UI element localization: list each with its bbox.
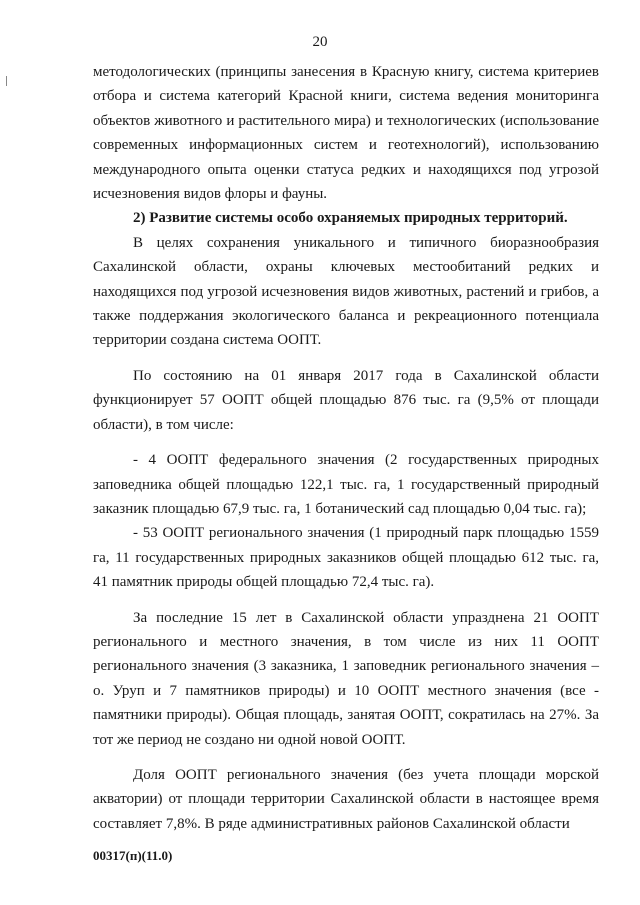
paragraph-abolished-oopt: За последние 15 лет в Сахалинской области упразднена 21 ООПТ регионального и местного значения, в том числе из них 11 ООПТ регионального значения (3 заказника, 1 заповедник регионального значения – о. Уруп и 7 памятников природы) и 10 ООПТ местного значения (все - памятники природы). Общая площадь, занятая ООПТ, сократилась на 27%. За тот же период не создано ни одной новой ООПТ.: [93, 609, 599, 748]
page-number: 20: [312, 34, 328, 50]
margin-mark: [6, 76, 7, 86]
document-code: 00317(п)(11.0): [93, 848, 173, 863]
list-item-federal: - 4 ООПТ федерального значения (2 государственных природных заповедника общей площадью 122,1 тыс. га, 1 государственный природный заказник площадью 67,9 тыс. га, 1 ботанический сад площадью 0,04 тыс. га);: [93, 452, 599, 517]
list-item-regional: - 53 ООПТ регионального значения (1 природный парк площадью 1559 га, 11 государственных природных заказников общей площадью 612 тыс. га, 41 памятник природы общей площадью 72,4 тыс. га).: [93, 525, 599, 591]
paragraph-oopt-status: По состоянию на 01 января 2017 года в Сахалинской области функционирует 57 ООПТ общей площадью 876 тыс. га (9,5% от площади области), в том числе:: [93, 367, 599, 433]
section-heading: 2) Развитие системы особо охраняемых природных территорий.: [133, 210, 568, 227]
paragraph-regional-share: Доля ООПТ регионального значения (без учета площади морской акватории) от площади территории Сахалинской области в настоящее время составляет 7,8%. В ряде административных районов Сахалинской области: [93, 766, 599, 832]
paragraph-methodology: методологических (принципы занесения в Красную книгу, система критериев отбора и система категорий Красной книги, система ведения мониторинга объектов животного и растительного мира) и технологических (использование современных информационных систем и геотехнологий), использованию международного опыта оценки статуса редких и находящихся под угрозой исчезновения видов флоры и фауны.: [93, 64, 599, 203]
paragraph-oopt-purpose: В целях сохранения уникального и типичного биоразнообразия Сахалинской области, охраны ключевых местообитаний редких и находящихся под угрозой исчезновения видов животных, растений и грибов, а также поддержания экологического баланса и рекреационного потенциала территории создана система ООПТ.: [93, 234, 599, 349]
document-body: [93, 60, 599, 836]
